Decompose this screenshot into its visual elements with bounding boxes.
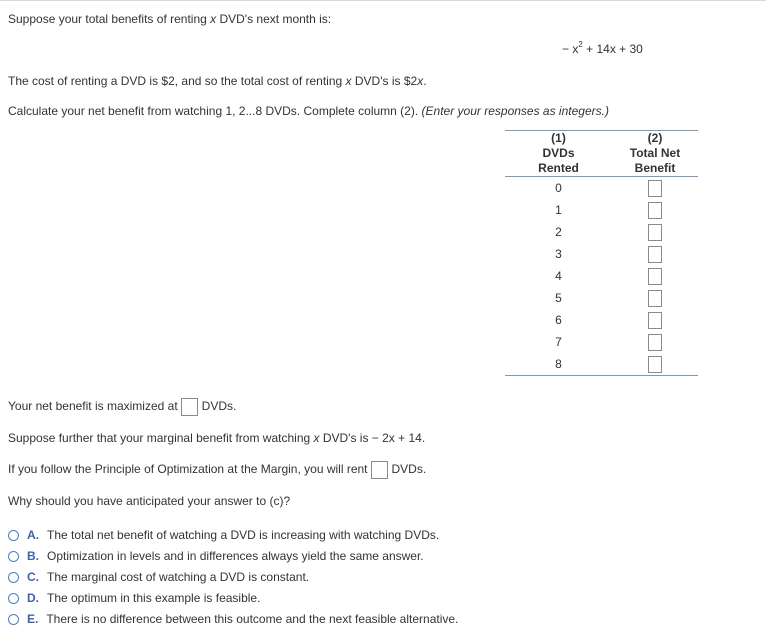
dvds-rented-cell: 7 [555, 335, 562, 349]
radio-button[interactable] [8, 572, 19, 583]
why-question: Why should you have anticipated your answer to (c)? [8, 494, 291, 508]
table-row [505, 287, 698, 309]
column-header-total-net-benefit: (2) Total Net Benefit [612, 131, 698, 177]
dvds-rented-cell: 3 [555, 247, 562, 261]
dvds-rented-cell: 4 [555, 269, 562, 283]
dvds-rented-cell: 8 [505, 353, 612, 376]
dvds-rented-cell: 1 [555, 203, 562, 217]
dvd-table [505, 131, 698, 376]
max-dvds-input[interactable] [181, 398, 198, 416]
table-row [505, 331, 698, 353]
net-benefit-input[interactable] [648, 224, 662, 241]
radio-button[interactable] [8, 530, 19, 541]
net-benefit-input[interactable] [648, 312, 662, 329]
choice-c[interactable]: C. The marginal cost of watching a DVD is constant. [8, 568, 309, 586]
benefit-formula: − $x^2 + 14x + 30$ [562, 40, 643, 56]
net-benefit-input[interactable] [648, 246, 662, 263]
dvds-rented-cell: 0 [555, 181, 562, 195]
top-divider [0, 0, 766, 1]
net-benefit-input[interactable] [648, 268, 662, 285]
principle-question: If you follow the Principle of Optimization at the Margin, you will rent DVDs. [8, 459, 426, 479]
table-row [505, 353, 698, 376]
optimal-dvds-input[interactable] [371, 461, 388, 479]
radio-button[interactable] [8, 614, 19, 625]
table-row [505, 221, 698, 243]
choice-d[interactable]: D. The optimum in this example is feasible. [8, 589, 260, 607]
marginal-benefit-text: Suppose further that your marginal benefit from watching x DVD's is − 2x + 14. [8, 431, 426, 445]
table-row [505, 177, 698, 200]
net-benefit-input[interactable] [648, 334, 662, 351]
cost-text: The cost of renting a DVD is $2, and so the total cost of renting x DVD's is $2x. [8, 74, 427, 88]
column-header-dvds-rented: (1) DVDs Rented [505, 131, 612, 177]
choice-a[interactable]: A. The total net benefit of watching a DVD is increasing with watching DVDs. [8, 526, 439, 544]
net-benefit-input[interactable] [648, 180, 662, 197]
table-row [505, 243, 698, 265]
instruction-text: Calculate your net benefit from watching 1, 2...8 DVDs. Complete column (2). (Enter your responses as integers.) [8, 104, 609, 118]
max-benefit-question: Your net benefit is maximized at DVDs. [8, 396, 236, 416]
radio-button[interactable] [8, 593, 19, 604]
net-benefit-input[interactable] [648, 356, 662, 373]
intro-text: Suppose your total benefits of renting x DVD's next month is: [8, 12, 332, 26]
dvds-rented-cell: 2 [555, 225, 562, 239]
net-benefit-input[interactable] [648, 202, 662, 219]
dvds-rented-cell: 5 [555, 291, 562, 305]
choice-b[interactable]: B. Optimization in levels and in differences always yield the same answer. [8, 547, 424, 565]
choice-e[interactable]: E. There is no difference between this outcome and the next feasible alternative. [8, 610, 458, 628]
table-row [505, 309, 698, 331]
net-benefit-input[interactable] [648, 290, 662, 307]
table-row [505, 265, 698, 287]
table-row [505, 199, 698, 221]
dvds-rented-cell: 6 [555, 313, 562, 327]
radio-button[interactable] [8, 551, 19, 562]
